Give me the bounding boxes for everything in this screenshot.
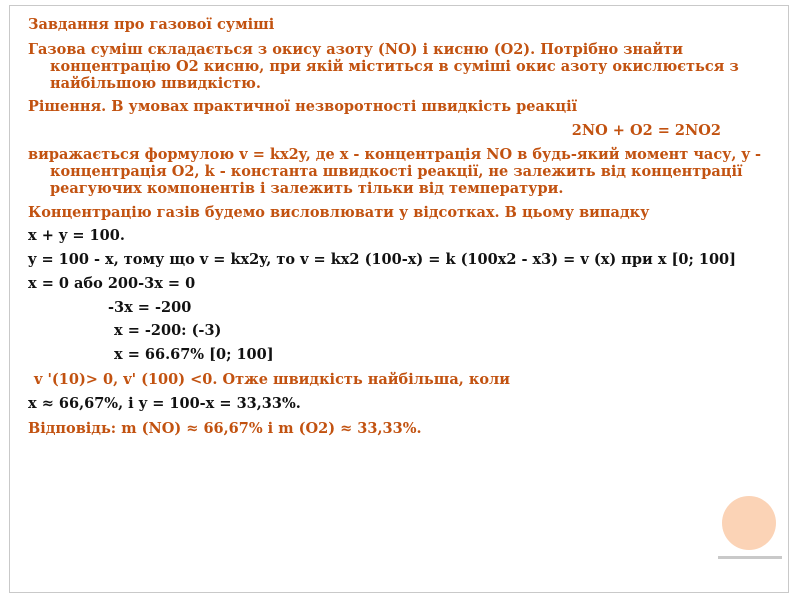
root-line: x = 0 або 200-3x = 0 [28, 275, 196, 292]
decorative-rule [718, 556, 782, 559]
result-line: x ≈ 66,67%, і y = 100-x = 33,33%. [28, 395, 301, 412]
derivation: y = 100 - x, тому що v = kx2y, то v = kx2 (100-x) = k (100x2 - x3) = v (x) при x [0; 100] [28, 251, 736, 268]
derivative-check: v '(10)> 0, v' (100) <0. Отже швидкість найбільша, коли [34, 371, 510, 388]
answer: Відповідь: m (NO) ≈ 66,67% і m (O2) ≈ 33,33%. [28, 420, 422, 437]
rate-formula-text: виражається формулою v = kx2y, де x - концентрація NO в будь-який момент часу, y - концентрація O2, k - константа швидкості реакції, не залежить від концентрації реагуючих компонентів і залежить тільки від температури. [28, 146, 762, 197]
sum-equation: x + y = 100. [28, 227, 125, 244]
percent-text: Концентрацію газів будемо висловлювати у відсотках. В цьому випадку [28, 204, 650, 221]
reaction-equation: 2NO + O2 = 2NO2 [571, 122, 721, 139]
step-2: x = -200: (-3) [114, 322, 222, 339]
step-3: x = 66.67% [0; 100] [114, 346, 274, 363]
solution-intro: Рішення. В умовах практичної незворотності швидкість реакції [28, 98, 578, 115]
decorative-circle [722, 496, 776, 550]
slide-content [28, 14, 763, 437]
slide-title: Завдання про газової суміші [28, 16, 275, 33]
problem-statement: Газова суміш складається з окису азоту (NO) і кисню (O2). Потрібно знайти концентрацію O2 кисню, при якій міститься в суміші окис азоту окислюється з найбільшою швидкістю. [28, 41, 739, 92]
step-1: -3x = -200 [108, 299, 192, 316]
